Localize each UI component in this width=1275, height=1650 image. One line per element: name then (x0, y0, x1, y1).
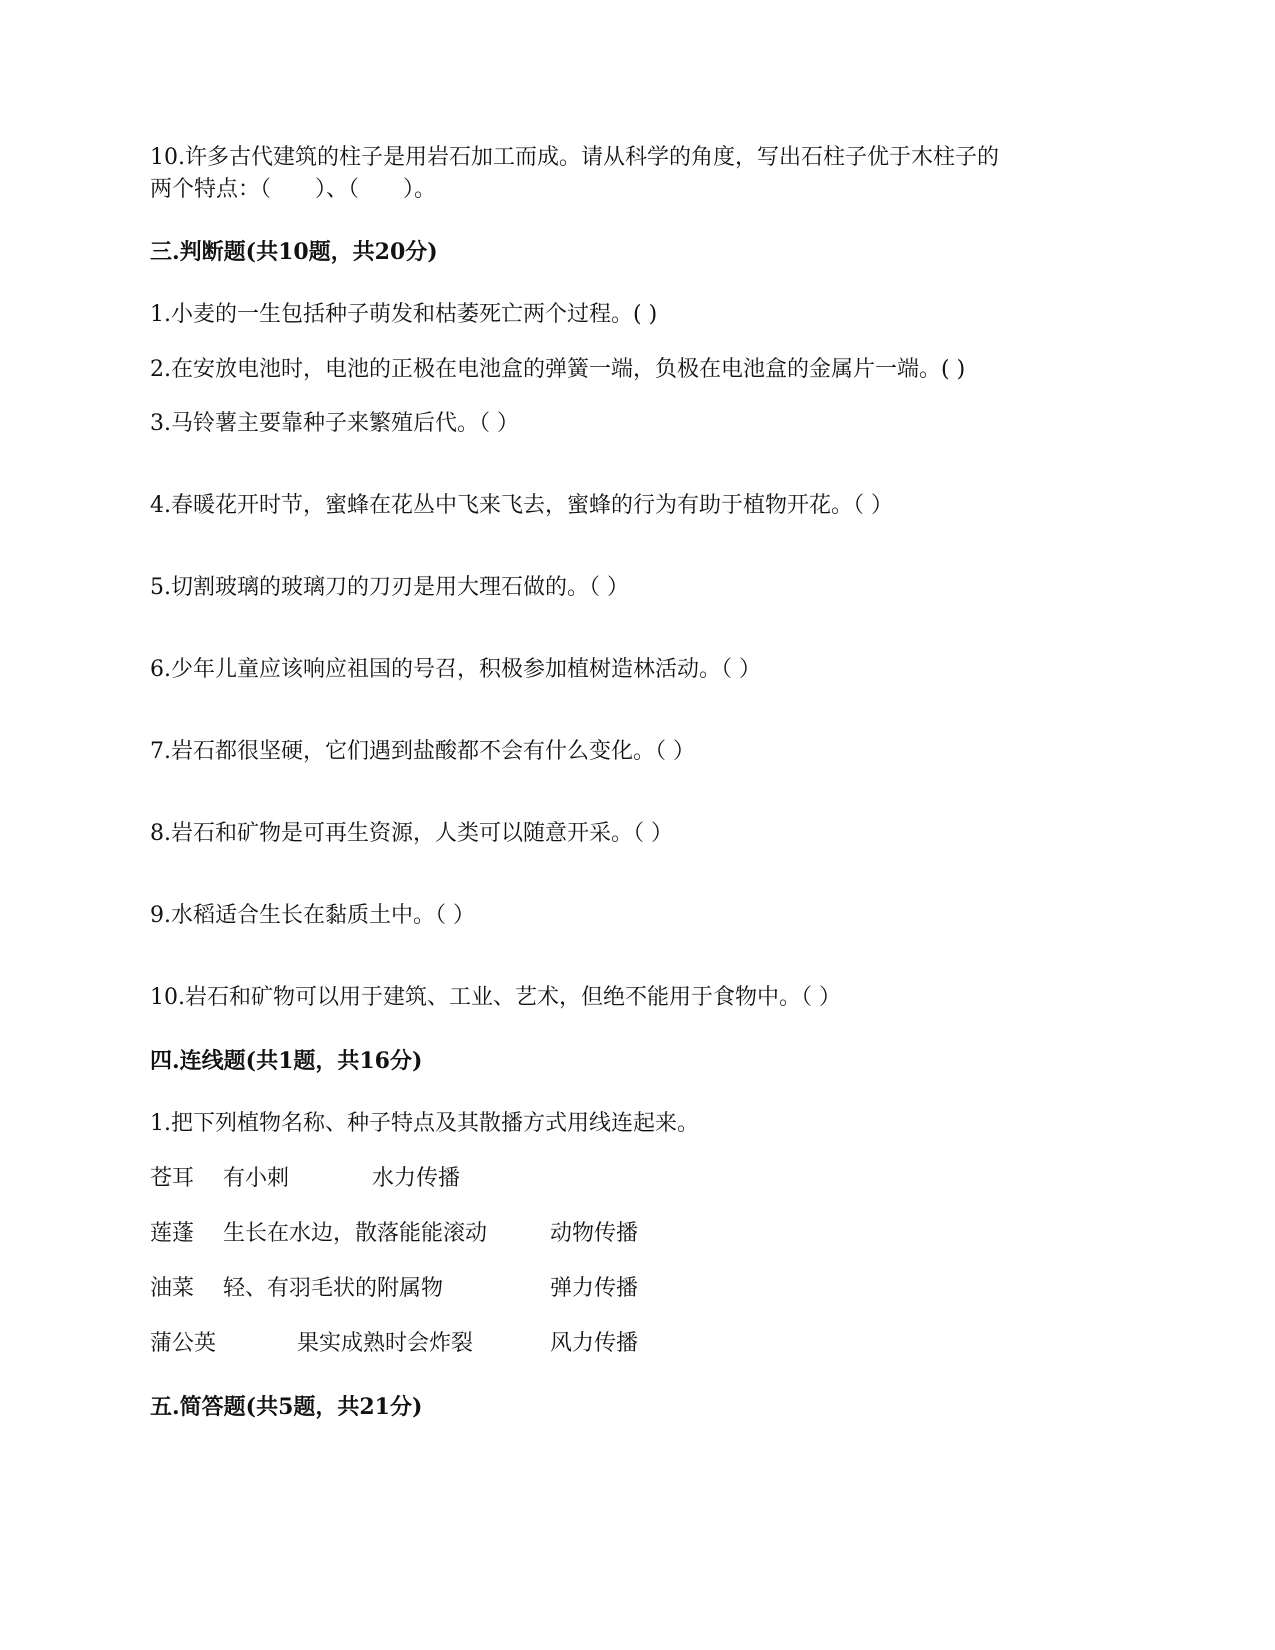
seed-feature: 轻、有羽毛状的附属物 (223, 1276, 444, 1301)
seed-feature: 有小刺 (223, 1166, 290, 1191)
seed-feature: 生长在水边，散落能能滚动 (223, 1221, 488, 1246)
plant-name: 莲蓬 (150, 1221, 195, 1246)
judgment-question-3: 3.马铃薯主要靠种子来繁殖后代。（ ） (150, 411, 519, 436)
judgment-question-1: 1.小麦的一生包括种子萌发和枯萎死亡两个过程。( ) (150, 302, 658, 327)
judgment-question-2: 2.在安放电池时，电池的正极在电池盒的弹簧一端，负极在电池盒的金属片一端。( ) (150, 357, 966, 382)
section-4-heading: 四.连线题(共1题，共16分) (150, 1048, 423, 1074)
dispersal-method: 弹力传播 (550, 1276, 639, 1301)
judgment-question-8: 8.岩石和矿物是可再生资源，人类可以随意开采。（ ） (150, 821, 673, 846)
dispersal-method: 水力传播 (372, 1166, 461, 1191)
dispersal-method: 动物传播 (550, 1221, 639, 1246)
section-5-heading: 五.简答题(共5题，共21分) (150, 1394, 423, 1420)
judgment-question-6: 6.少年儿童应该响应祖国的号召，积极参加植树造林活动。（ ） (150, 657, 761, 682)
fill-in-question-10-line2: 两个特点：（ ）、（ ）。 (150, 177, 437, 202)
judgment-question-5: 5.切割玻璃的玻璃刀的刀刃是用大理石做的。（ ） (150, 575, 629, 600)
section-3-heading: 三.判断题(共10题，共20分) (150, 239, 438, 265)
judgment-question-10: 10.岩石和矿物可以用于建筑、工业、艺术，但绝不能用于食物中。（ ） (150, 985, 841, 1010)
judgment-question-7: 7.岩石都很坚硬，它们遇到盐酸都不会有什么变化。（ ） (150, 739, 695, 764)
plant-name: 油菜 (150, 1276, 195, 1301)
dispersal-method: 风力传播 (550, 1331, 639, 1356)
fill-in-question-10-line1: 10.许多古代建筑的柱子是用岩石加工而成。请从科学的角度，写出石柱子优于木柱子的 (150, 145, 999, 170)
judgment-question-4: 4.春暖花开时节，蜜蜂在花丛中飞来飞去，蜜蜂的行为有助于植物开花。（ ） (150, 493, 893, 518)
matching-question-1: 1.把下列植物名称、种子特点及其散播方式用线连起来。 (150, 1111, 699, 1136)
plant-name: 苍耳 (150, 1166, 195, 1191)
judgment-question-9: 9.水稻适合生长在黏质土中。（ ） (150, 903, 475, 928)
seed-feature: 果实成熟时会炸裂 (297, 1331, 474, 1356)
plant-name: 蒲公英 (150, 1331, 217, 1356)
